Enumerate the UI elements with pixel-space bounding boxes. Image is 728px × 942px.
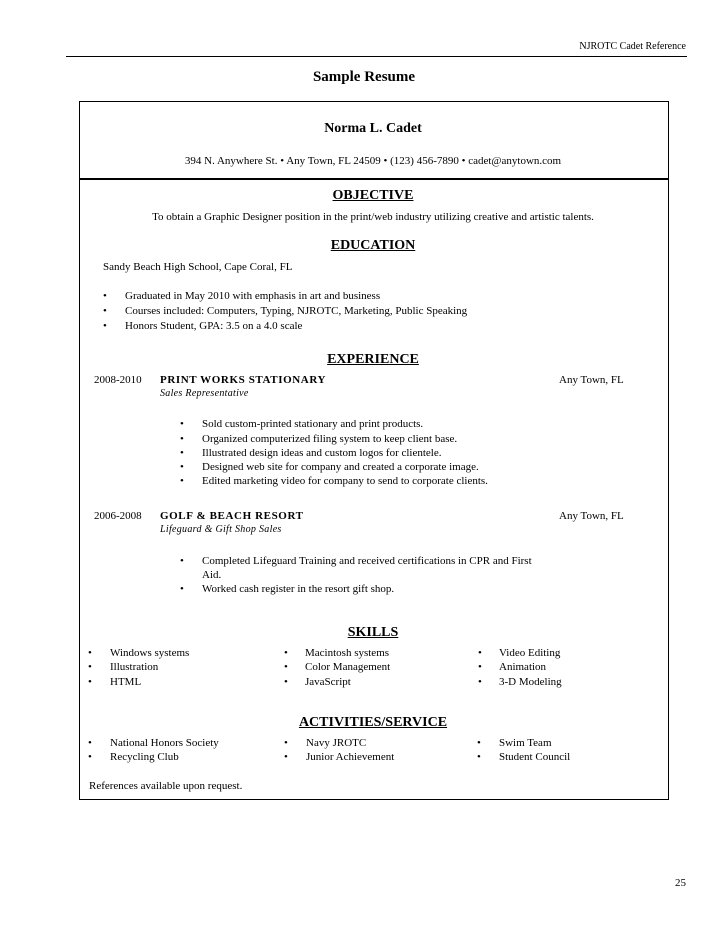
bullet-icon: • xyxy=(284,647,288,659)
bullet-icon: • xyxy=(88,751,92,763)
list-item-continued: Aid. xyxy=(202,569,222,581)
job-role: Sales Representative xyxy=(160,388,249,399)
header-rule xyxy=(66,56,687,57)
bullet-icon: • xyxy=(284,751,288,763)
bullet-icon: • xyxy=(103,305,107,317)
job-company: GOLF & BEACH RESORT xyxy=(160,510,304,522)
job-company: PRINT WORKS STATIONARY xyxy=(160,374,327,386)
bullet-icon: • xyxy=(88,647,92,659)
job-dates: 2006-2008 xyxy=(94,510,142,522)
contact-separator xyxy=(79,178,669,180)
job-location: Any Town, FL xyxy=(559,510,624,522)
activities-heading: ACTIVITIES/SERVICE xyxy=(298,715,448,730)
bullet-icon: • xyxy=(180,447,184,459)
bullet-icon: • xyxy=(284,676,288,688)
bullet-icon: • xyxy=(477,751,481,763)
bullet-icon: • xyxy=(88,661,92,673)
bullet-icon: • xyxy=(180,418,184,430)
bullet-icon: • xyxy=(88,737,92,749)
bullet-icon: • xyxy=(478,647,482,659)
bullet-icon: • xyxy=(180,475,184,487)
skills-heading: SKILLS xyxy=(347,625,399,640)
reference-header: NJROTC Cadet Reference xyxy=(579,41,686,52)
job-dates: 2008-2010 xyxy=(94,374,142,386)
document-title: Sample Resume xyxy=(312,69,416,85)
contact-line: 394 N. Anywhere St. • Any Town, FL 24509 • (123) 456-7890 • cadet@anytown.com xyxy=(184,155,562,167)
bullet-icon: • xyxy=(180,433,184,445)
bullet-icon: • xyxy=(478,661,482,673)
objective-heading: OBJECTIVE xyxy=(332,188,414,203)
bullet-icon: • xyxy=(103,290,107,302)
experience-heading: EXPERIENCE xyxy=(327,352,419,367)
bullet-icon: • xyxy=(478,676,482,688)
school-line: Sandy Beach High School, Cape Coral, FL xyxy=(103,261,293,273)
resume-name: Norma L. Cadet xyxy=(324,121,422,136)
bullet-icon: • xyxy=(477,737,481,749)
job-role: Lifeguard & Gift Shop Sales xyxy=(160,524,282,535)
job-location: Any Town, FL xyxy=(559,374,624,386)
bullet-icon: • xyxy=(103,320,107,332)
education-heading: EDUCATION xyxy=(330,238,416,253)
bullet-icon: • xyxy=(180,555,184,567)
objective-text: To obtain a Graphic Designer position in the print/web industry utilizing creative and artistic talents. xyxy=(152,211,594,223)
bullet-icon: • xyxy=(88,676,92,688)
references-note: References available upon request. xyxy=(89,780,243,792)
bullet-icon: • xyxy=(284,737,288,749)
bullet-icon: • xyxy=(284,661,288,673)
page-number: 25 xyxy=(675,877,686,889)
bullet-icon: • xyxy=(180,461,184,473)
bullet-icon: • xyxy=(180,583,184,595)
